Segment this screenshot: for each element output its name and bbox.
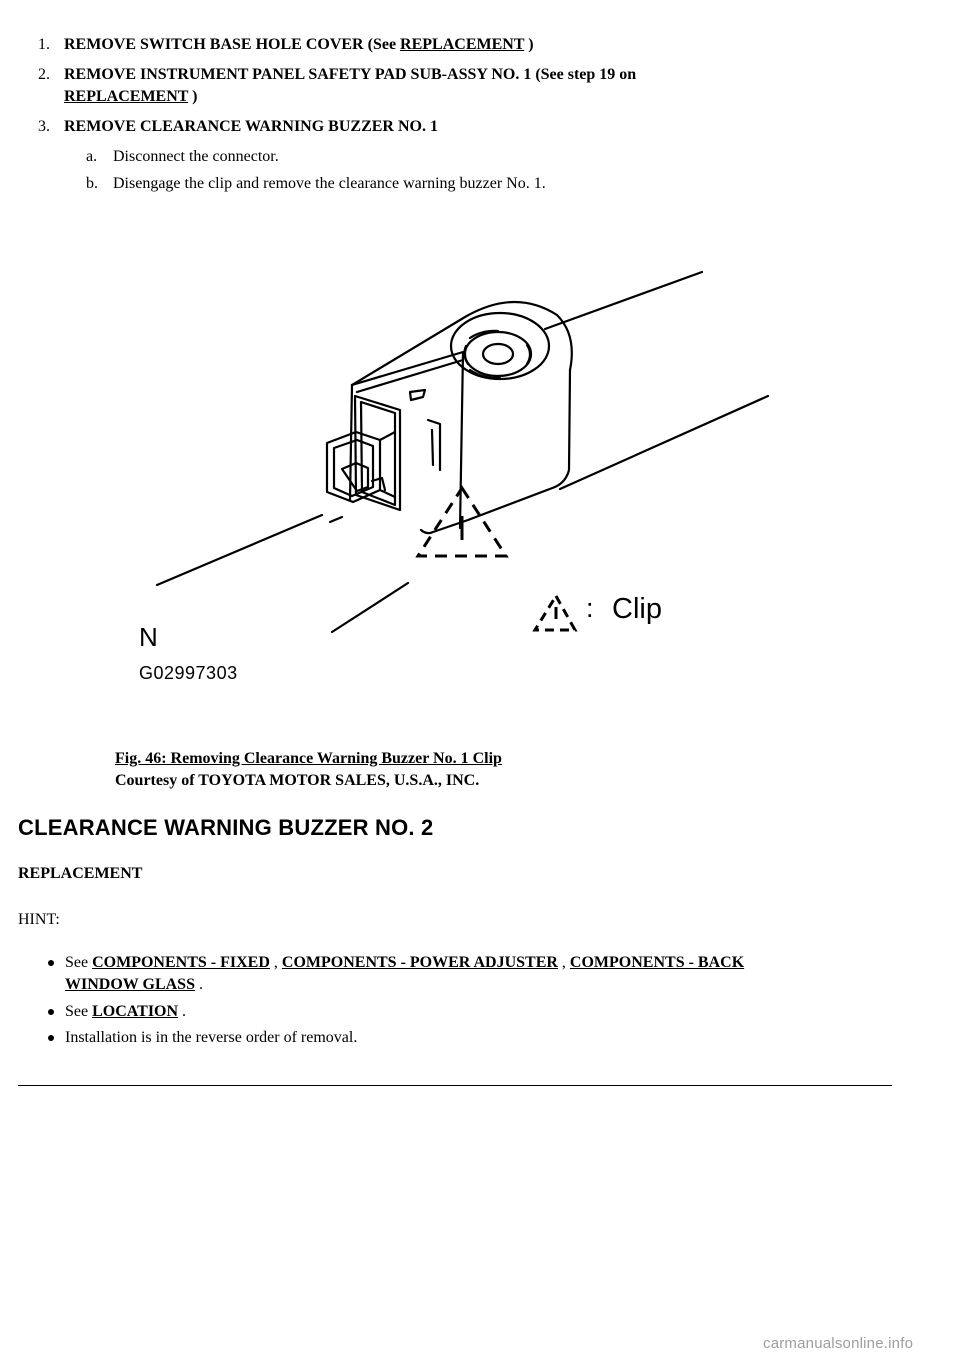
- guide-line: [560, 396, 768, 489]
- step-text-end: ): [188, 88, 198, 105]
- figure-credit: Courtesy of TOYOTA MOTOR SALES, U.S.A., INC.: [115, 772, 480, 789]
- watermark: carmanualsonline.info: [763, 1335, 914, 1352]
- bullet-separator: ,: [269, 954, 282, 971]
- bullet-dot: [48, 1035, 54, 1041]
- section-divider: [18, 1085, 892, 1086]
- section-heading: CLEARANCE WARNING BUZZER NO. 2: [18, 815, 434, 840]
- guide-line: [545, 272, 702, 329]
- figure-caption-link[interactable]: Fig. 46: Removing Clearance Warning Buzzer No. 1 Clip: [115, 750, 502, 767]
- bullet-dot: [48, 960, 54, 966]
- bullet-separator: ,: [557, 954, 570, 971]
- clip-legend-icon: [535, 596, 575, 630]
- figure-code: G02997303: [139, 663, 238, 683]
- substep-text: Disconnect the connector.: [113, 148, 279, 165]
- step-text: REMOVE INSTRUMENT PANEL SAFETY PAD SUB-ASSY NO. 1 (See step 19 on: [64, 66, 637, 83]
- step-number: 1.: [38, 36, 50, 53]
- figure-corner-letter: N: [139, 622, 158, 652]
- bullet-text: Installation is in the reverse order of removal.: [65, 1029, 358, 1046]
- substep-label: b.: [86, 175, 98, 192]
- replacement-link[interactable]: REPLACEMENT: [400, 36, 525, 53]
- step-number: 2.: [38, 66, 50, 83]
- components-power-adjuster-link[interactable]: COMPONENTS - POWER ADJUSTER: [281, 954, 558, 971]
- legend-separator: :: [586, 593, 594, 623]
- bullet-suffix: .: [194, 976, 203, 993]
- bullet-prefix: See: [65, 1003, 93, 1020]
- legend-clip-label: Clip: [612, 593, 662, 625]
- bullet-suffix: .: [178, 1003, 187, 1020]
- step-text: REMOVE CLEARANCE WARNING BUZZER NO. 1: [64, 118, 438, 135]
- step-text-end: ): [524, 36, 534, 53]
- components-fixed-link[interactable]: COMPONENTS - FIXED: [92, 954, 270, 971]
- substep-text: Disengage the clip and remove the clearance warning buzzer No. 1.: [113, 175, 546, 192]
- clip-marker: [418, 488, 506, 556]
- guide-line: [157, 515, 322, 585]
- substep-label: a.: [86, 148, 98, 165]
- guide-line: [332, 583, 408, 632]
- bullet-prefix: See: [65, 954, 93, 971]
- step-number: 3.: [38, 118, 50, 135]
- hint-label: HINT:: [18, 911, 60, 928]
- replacement-link[interactable]: REPLACEMENT: [64, 88, 189, 105]
- section-subheading: REPLACEMENT: [18, 865, 143, 882]
- bullet-dot: [48, 1009, 54, 1015]
- figure-caption: [115, 748, 502, 770]
- components-back-window-glass-link[interactable]: COMPONENTS - BACK WINDOW GLASS: [65, 954, 745, 993]
- location-link[interactable]: LOCATION: [92, 1003, 179, 1020]
- step-text: REMOVE SWITCH BASE HOLE COVER (See: [64, 36, 401, 53]
